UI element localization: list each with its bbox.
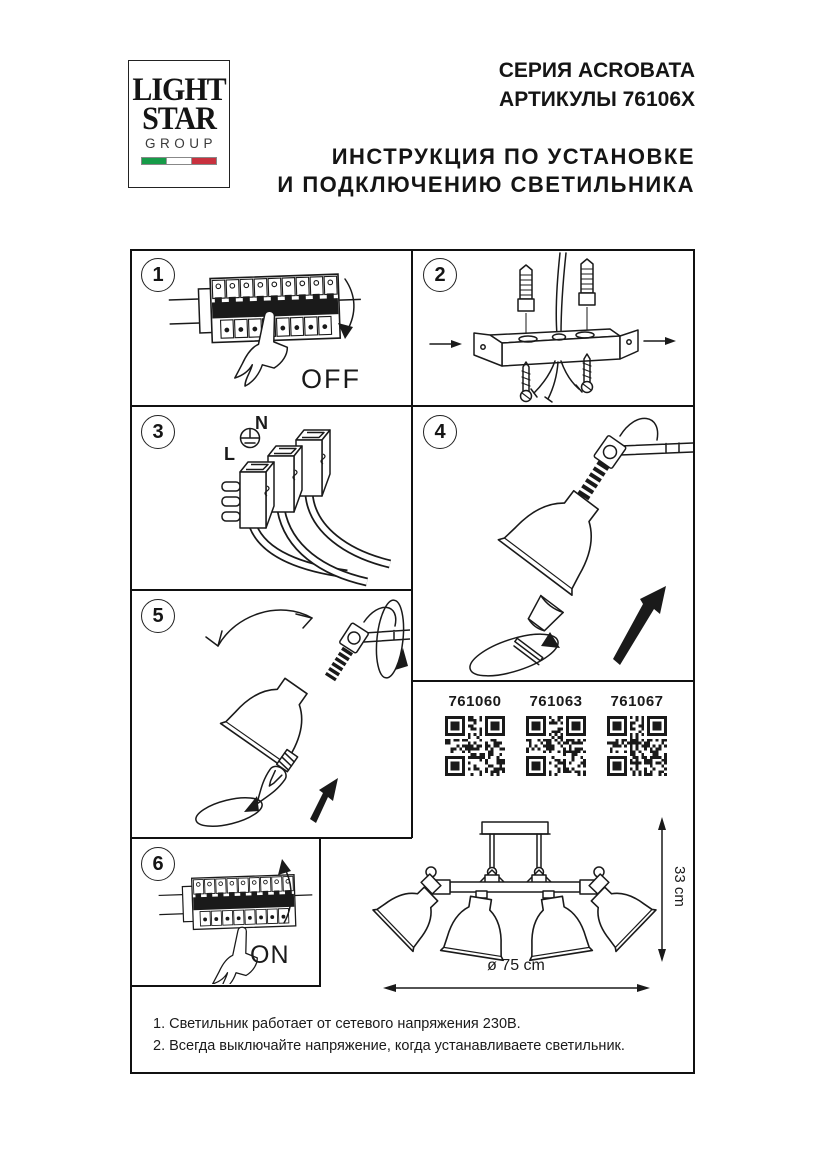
- flag-white: [167, 158, 192, 164]
- qr-code-image: [607, 716, 667, 776]
- flag-green: [142, 158, 167, 164]
- lightstar-logo: [128, 60, 230, 188]
- qr-code-label: 761060: [448, 693, 502, 710]
- fixture-dimensions-diagram: [330, 812, 695, 1017]
- diameter-dimension-label: ø 75 cm: [487, 957, 545, 974]
- bracket-mounting-illustration: [414, 251, 693, 403]
- step-number-2: 2: [434, 263, 446, 286]
- note-1: 1. Светильник работает от сетевого напряжения 230В.: [153, 1016, 521, 1032]
- qr-code-label: 761067: [610, 693, 664, 710]
- instruction-title-line2: И ПОДКЛЮЧЕНИЮ СВЕТИЛЬНИКА: [277, 171, 695, 197]
- flag-red: [192, 158, 216, 164]
- qr-code-image: [526, 716, 586, 776]
- step-number-3: 3: [152, 420, 164, 443]
- article-numbers: АРТИКУЛЫ 76106X: [499, 88, 695, 111]
- line-label: L: [224, 444, 235, 464]
- grid-divider-row1: [130, 405, 695, 407]
- italian-flag-icon: [141, 157, 217, 165]
- height-dimension-label: 33 cm: [671, 866, 688, 907]
- series-name: СЕРИЯ ACROBATA: [498, 59, 695, 82]
- logo-word-star: STAR: [142, 100, 216, 137]
- qr-item-761060: [445, 693, 505, 776]
- panel6-right-border: [319, 837, 321, 986]
- on-label: ON: [250, 941, 290, 969]
- logo-word-light: LIGHT: [132, 71, 226, 108]
- off-label: OFF: [301, 364, 361, 394]
- qr-code-label: 761063: [529, 693, 583, 710]
- footer-notes: [153, 1013, 625, 1057]
- note-2: 2. Всегда выключайте напряжение, когда устанавливаете светильник.: [153, 1038, 625, 1054]
- qr-code-image: [445, 716, 505, 776]
- grid-divider-panel3-bottom: [130, 589, 412, 591]
- header-text-block: [277, 56, 695, 198]
- step-number-4: 4: [434, 420, 446, 443]
- step-number-1: 1: [152, 263, 164, 286]
- shade-assembly-illustration: [414, 408, 693, 678]
- step-number-6: 6: [152, 852, 164, 875]
- breaker-on-illustration: [132, 839, 318, 984]
- instruction-title-line1: ИНСТРУКЦИЯ ПО УСТАНОВКЕ: [331, 144, 695, 169]
- breaker-off-illustration: [132, 251, 409, 403]
- bulb-install-illustration: [132, 592, 410, 835]
- panel6-bottom-border: [130, 985, 321, 987]
- step-number-5: 5: [152, 604, 164, 627]
- qr-item-761063: [526, 693, 586, 776]
- qr-item-761067: [607, 693, 667, 776]
- terminal-wiring-illustration: [132, 408, 410, 587]
- grid-divider-panel4-bottom: [412, 680, 695, 682]
- logo-word-group: GROUP: [144, 136, 217, 151]
- grid-divider-vertical: [411, 249, 413, 838]
- neutral-label: N: [255, 413, 268, 433]
